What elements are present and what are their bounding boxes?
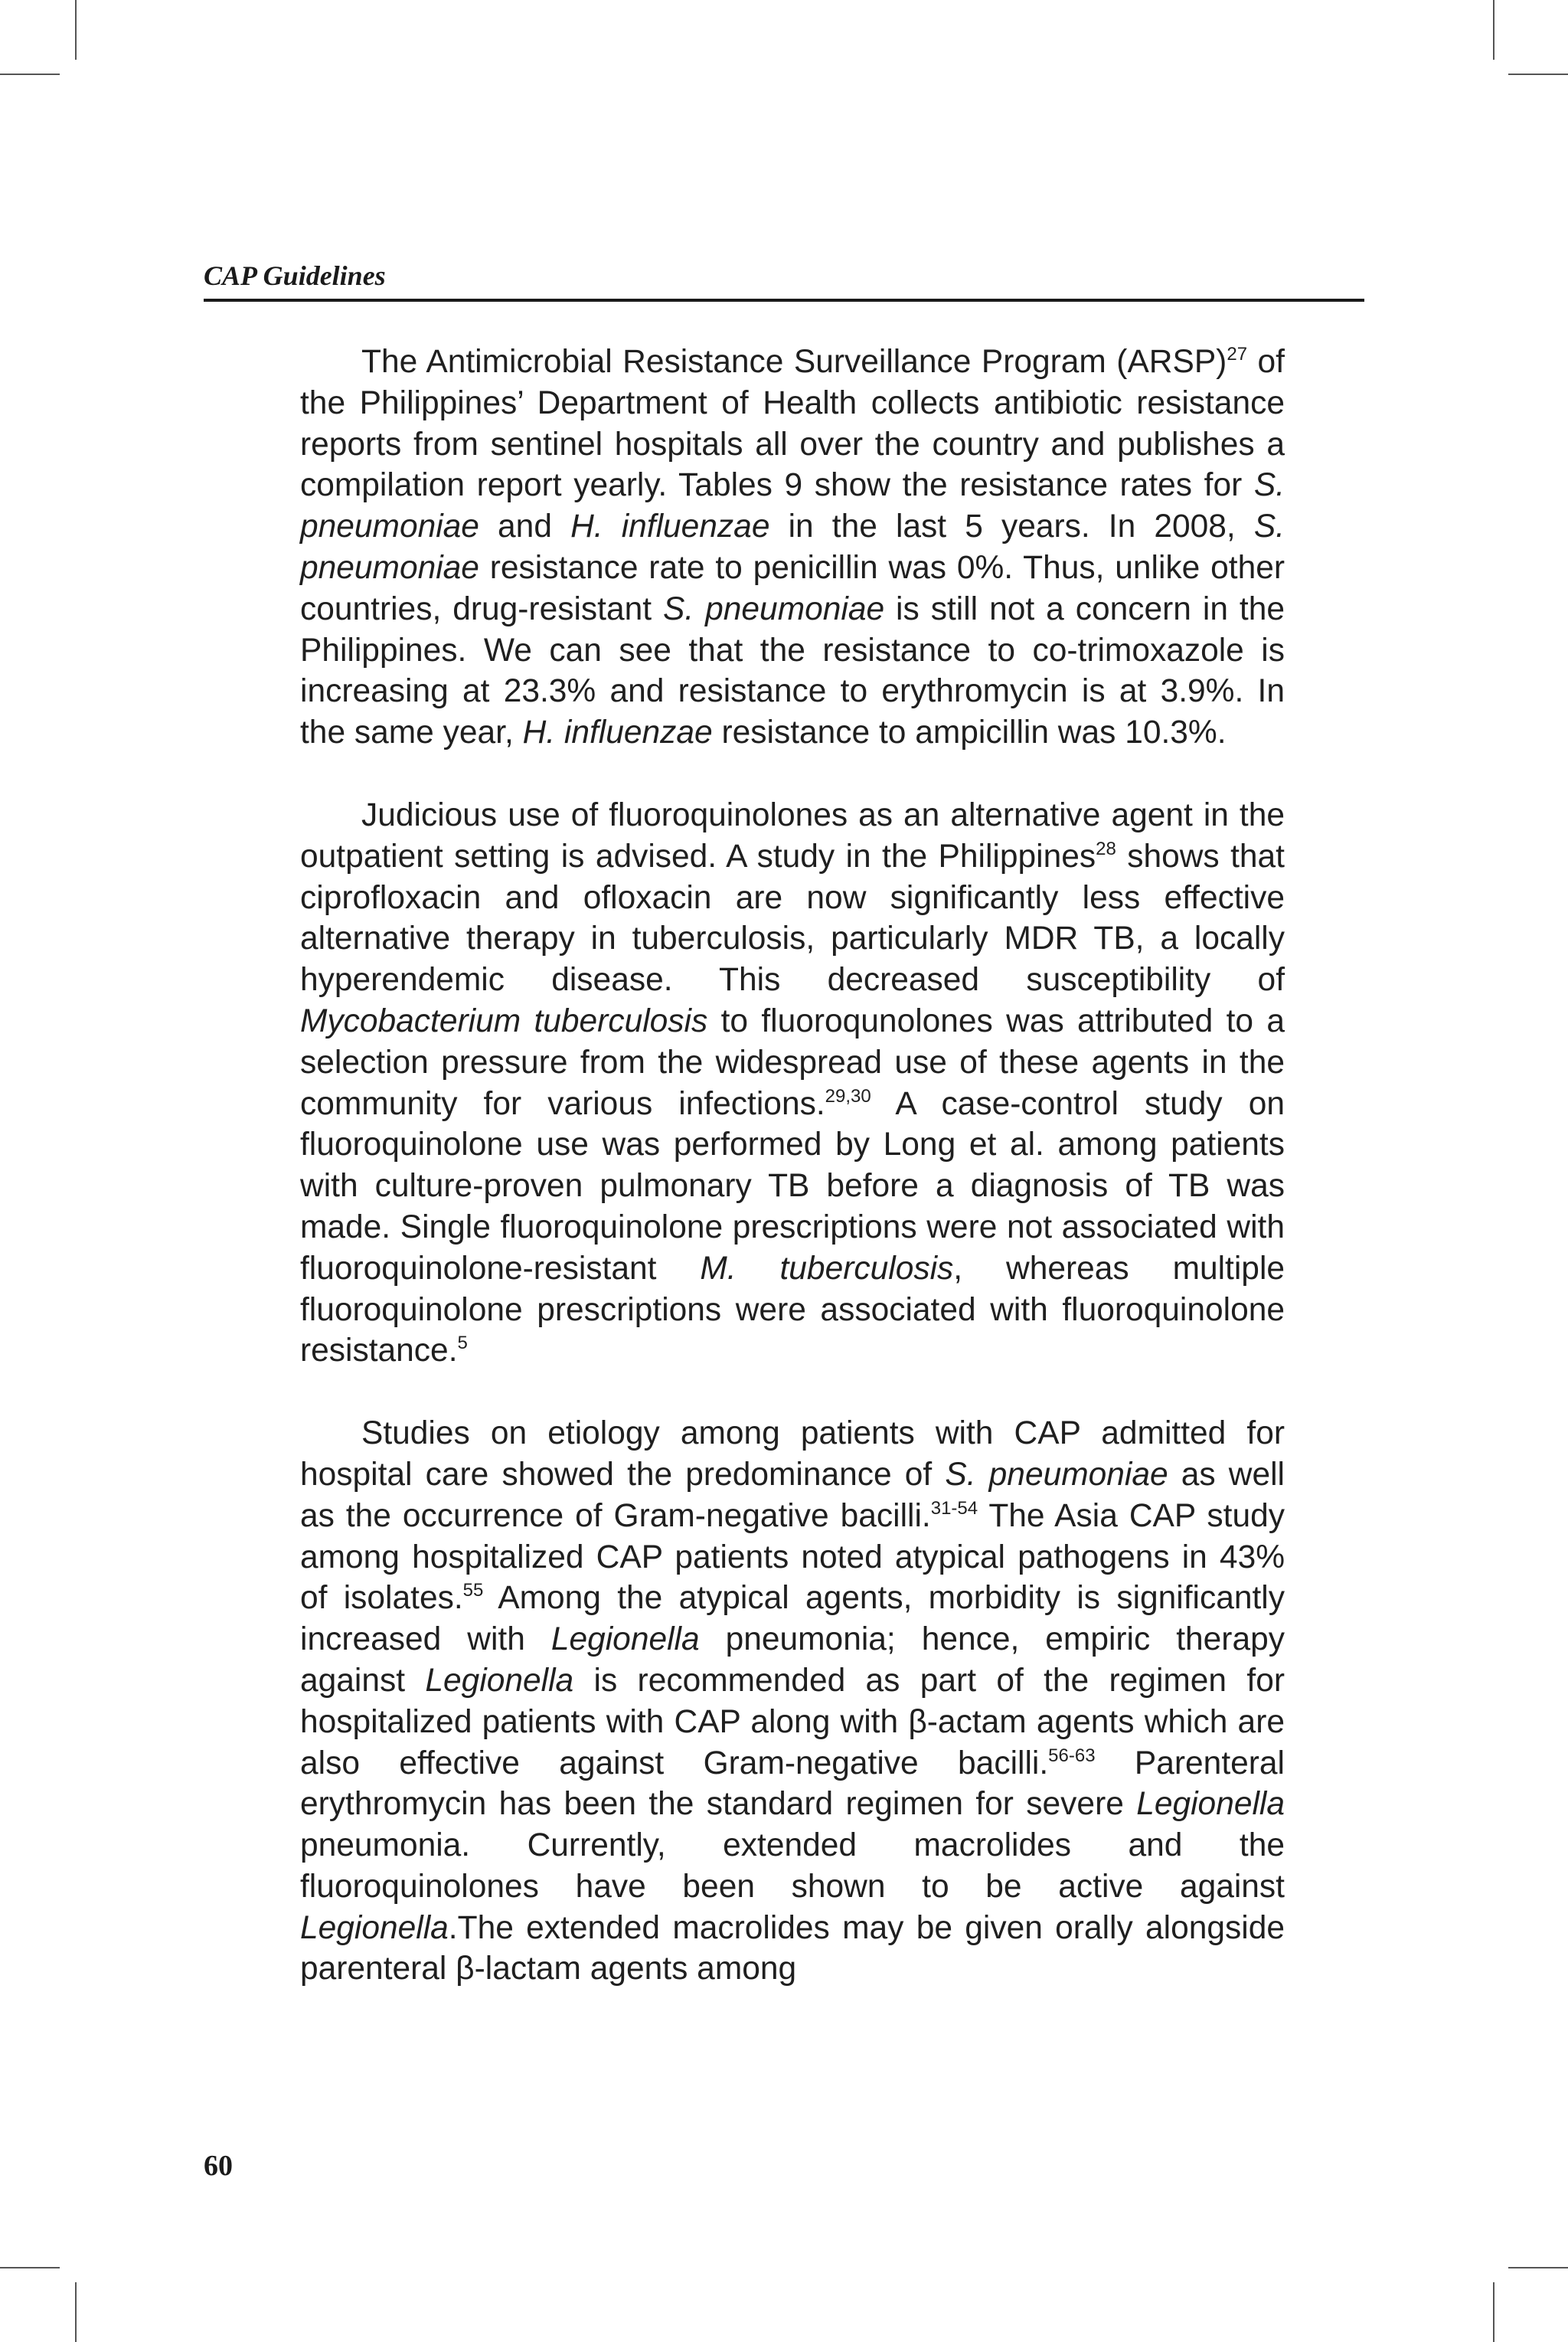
text-run: Studies on etiology among patients with CAP admitted for hospital care showed the predominance of — [300, 1415, 1285, 1493]
text-run: A case-control study on fluoroquinolone use was performed by Long et al. among patients with culture-proven pulmonary TB before a diagnosis of TB was made. Single fluoroquinolone prescriptions were not associated with fluoroquinolone-resistant — [300, 1085, 1285, 1287]
text-run: as well as the occurrence of Gram-negative bacilli. — [300, 1456, 1285, 1534]
text-run: and — [479, 509, 571, 545]
italic-term: S. pneumoniae — [663, 590, 885, 627]
italic-term: Mycobacterium tuberculosis — [300, 1003, 708, 1039]
paragraph-arsp — [300, 342, 1285, 754]
text-run: Parenteral erythromycin has been the standard regimen for severe — [300, 1745, 1285, 1823]
text-run: The Asia CAP study among hospitalized CAP patients noted atypical pathogens in 43% of isolates. — [300, 1497, 1285, 1617]
running-head: CAP Guidelines — [204, 260, 386, 291]
crop-mark-bottom-left-vertical — [75, 2282, 77, 2342]
citation-superscript: 31-54 — [930, 1497, 978, 1519]
citation-superscript: 56-63 — [1048, 1745, 1096, 1766]
italic-term: Legionella — [300, 1909, 449, 1946]
text-run: in the last 5 years. In 2008, — [769, 509, 1254, 545]
italic-term: Legionella — [425, 1662, 574, 1699]
citation-superscript: 27 — [1227, 344, 1248, 365]
text-run: shows that ciprofloxacin and ofloxacin are now significantly less effective alternative therapy in tuberculosis, particularly MDR TB, a locally hyperendemic disease. This decreased susceptibility of — [300, 838, 1285, 999]
text-run: to fluoroqunolones was attributed to a selection pressure from the widespread use of these agents in the community for various infections. — [300, 1003, 1285, 1122]
text-run: resistance rate to penicillin was 0%. Thus, unlike other countries, drug-resistant — [300, 549, 1285, 627]
crop-mark-bottom-right-horizontal — [1508, 2267, 1568, 2268]
italic-term: Legionella — [550, 1621, 700, 1658]
citation-superscript: 28 — [1096, 838, 1116, 859]
body-text — [300, 342, 1285, 2031]
italic-term: H. influenzae — [522, 715, 713, 751]
header-rule — [204, 299, 1364, 302]
text-run: pneumonia. Currently, extended macrolides and the fluoroquinolones have been shown to be active against — [300, 1827, 1285, 1905]
crop-mark-top-right-vertical — [1493, 0, 1494, 60]
text-run: is recommended as part of the regimen for hospitalized patients with CAP along with β-actam agents which are also effective against Gram-negative bacilli. — [300, 1662, 1285, 1781]
text-run: of the Philippines’ Department of Health collects antibiotic resistance reports from sentinel hospitals all over the country and publishes a compilation report yearly. Tables 9 show the resistance rates for — [300, 344, 1285, 504]
text-run: is still not a concern in the Philippines. We can see that the resistance to co-trimoxazole is increasing at 23.3% and resistance to erythromycin is at 3.9%. In the same year, — [300, 590, 1285, 751]
crop-mark-bottom-left-horizontal — [0, 2267, 60, 2268]
page-number: 60 — [204, 2150, 233, 2182]
italic-term: Legionella — [1136, 1786, 1285, 1823]
crop-mark-top-left-vertical — [75, 0, 77, 60]
text-run: pneumonia; hence, empiric therapy against — [300, 1621, 1285, 1699]
paragraph-etiology — [300, 1413, 1285, 1990]
citation-superscript: 55 — [462, 1580, 484, 1601]
crop-mark-top-left-horizontal — [0, 74, 60, 75]
text-run: resistance to ampicillin was 10.3%. — [712, 715, 1227, 751]
paragraph-fluoroquinolones — [300, 795, 1285, 1372]
text-run: Judicious use of fluoroquinolones as an alternative agent in the outpatient setting is advised. A study in the Philippines — [300, 796, 1285, 875]
text-run: .The extended macrolides may be given orally alongside parenteral β-lactam agents among — [300, 1909, 1285, 1987]
citation-superscript: 5 — [457, 1333, 468, 1354]
italic-term: M. tuberculosis — [700, 1250, 954, 1287]
citation-superscript: 29,30 — [825, 1085, 871, 1107]
text-run: Among the atypical agents, morbidity is significantly increased with — [300, 1580, 1285, 1658]
text-run: The Antimicrobial Resistance Surveillance Program (ARSP) — [361, 344, 1227, 380]
italic-term: S. pneumoniae — [300, 467, 1285, 545]
italic-term: H. influenzae — [570, 509, 770, 545]
italic-term: S. pneumoniae — [945, 1456, 1168, 1493]
crop-mark-top-right-horizontal — [1508, 74, 1568, 75]
text-run: , whereas multiple fluoroquinolone prescriptions were associated with fluoroquinolone resistance. — [300, 1250, 1285, 1369]
crop-mark-bottom-right-vertical — [1493, 2282, 1494, 2342]
italic-term: S. pneumoniae — [300, 509, 1285, 586]
